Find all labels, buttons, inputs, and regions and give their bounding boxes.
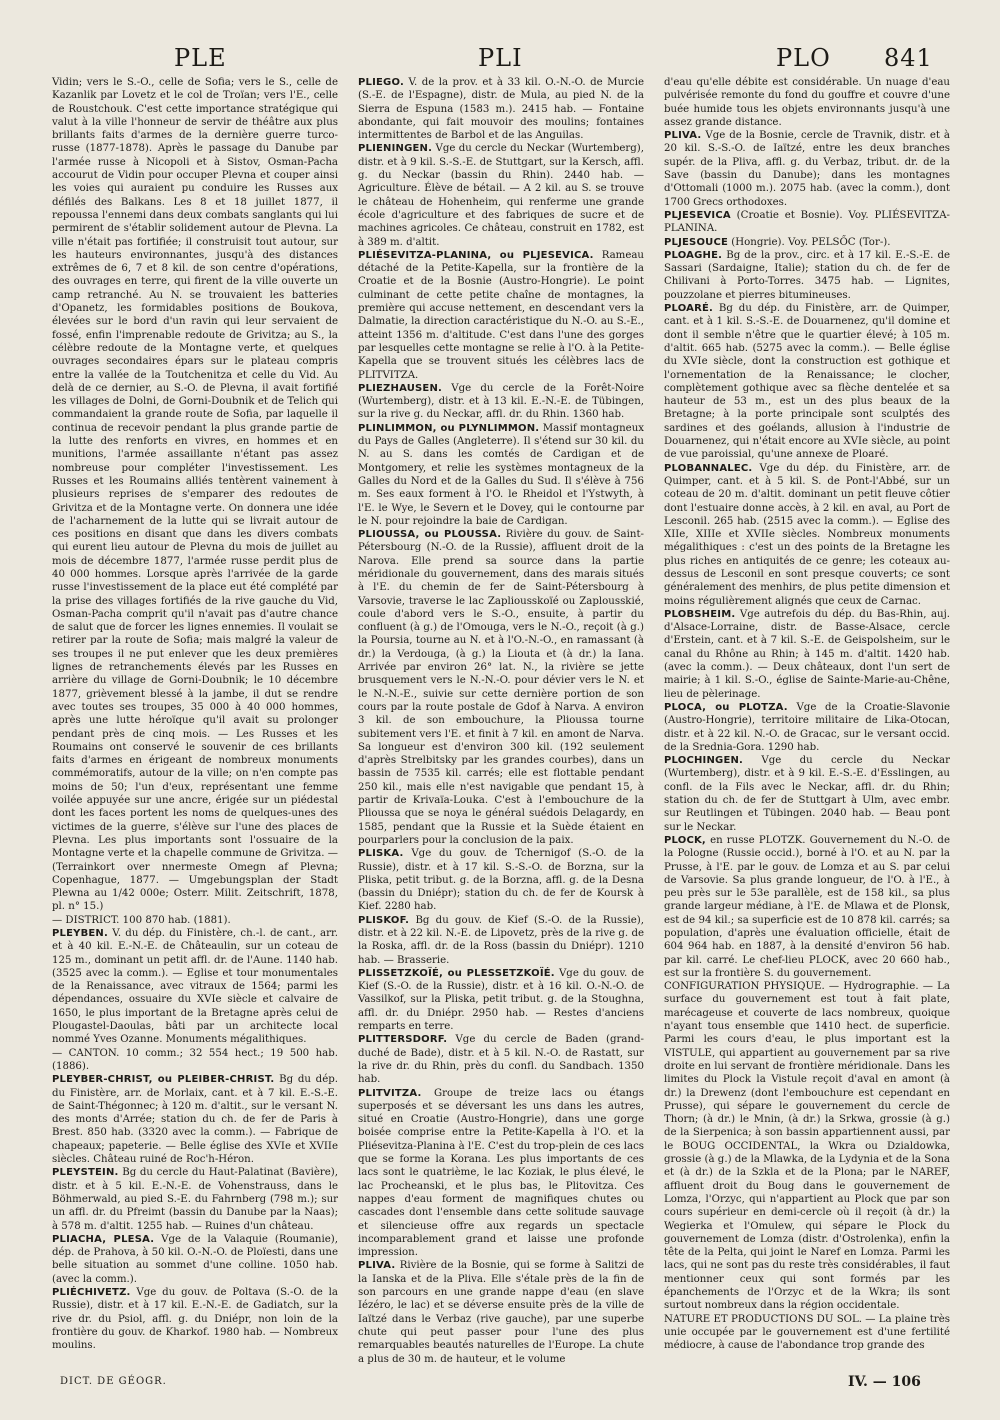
dictionary-entry (664, 129, 950, 209)
header-right-word: PLO (776, 44, 831, 72)
column-middle (358, 76, 645, 1365)
entry-text: Bg du dép. du Finistère, arr. de Quimper, cant. et à 1 kil. S.-S.-E. de Douarnenez, qu'il domine et dont il semble n'être que le quartier élevé; à 105 m. d'altit. 665 hab. (5275 avec la comm.). — Belle église du XVIe siècle, dont la construction est gothique et l'ornementation de la Renaissance; le clocher, complètement gothique avec sa flèche dentelée et sa hauteur de 53 m., est un des plus beaux de la Bretagne; à la porte principale sont sculptés des sardines et des goélands, allusion à l'industrie de Douarnenez, qui n'était encore au XVIe siècle, au point de vue paroissial, qu'une annexe de Ploaré. (664, 303, 950, 461)
entry-text: Bg du cercle du Haut-Palatinat (Bavière), distr. et à 5 kil. E.-N.-E. de Vohenstrauss, dans le Böhmerwald, au pied S.-E. du Fahrnberg (798 m.); sur un affl. dr. du Pfreimt (bassin du Danube par la Naas); à 578 m. d'altit. 1255 hab. — Ruines d'un château. (52, 1167, 338, 1232)
entry-text: V. de la prov. et à 33 kil. O.-N.-O. de Murcie (S.-E. de l'Espagne), distr. de Mula, au pied N. de la Sierra de Espuna (1583 m.). 2415 hab. — Fontaine abondante, qui fait mouvoir des moulins; fontaines intermittentes de Barbol et de las Anguilas. (358, 77, 645, 142)
entry-headword: PLITVITZA. (358, 1087, 422, 1099)
entry-text: Vge du dép. du Finistère, arr. de Quimper, cant. et à 5 kil. S. de Pont-l'Abbé, sur un coteau de 20 m. d'altit. dominant un petit fleuve côtier dont l'estuaire donne accès, à 2 kil. en aval, au Port de Lesconil. 265 hab. (2515 avec la comm.). — Eglise des XIIe, XIIIe et XVIIe siècles. Nombreux monuments mégalithiques : c'est un des points de la Bretagne les plus riches en antiquités de ce genre; les coteaux au-dessus de Lesconil en sont presque couverts; ce sont généralement des menhirs, de plus petite dimension et moins régulièrement alignés que ceux de Carnac. (664, 462, 950, 607)
entry-headword: PLISSETZKOÏÉ, ou PLESSETZKOÏÉ. (358, 967, 555, 979)
dictionary-entry (358, 1259, 644, 1365)
entry-text: — CANTON. 10 comm.; 32 554 hect.; 19 500 hab. (1886). (52, 1047, 338, 1072)
entry-headword: PLEYBEN. (52, 928, 108, 939)
entry-text: Groupe de treize lacs ou étangs superposés et se déversant les uns dans les autres, situé en Croatie (Austro-Hongrie), dans une gorge boisée comprise entre la Petite-Kapella à l'O. et la Pliésevitza-Planina à l'E. C'est du trop-plein de ces lacs que se forme la Korana. Les plus importants de ces lacs sont le quatrième, le lac Koziak, le plus élevé, le lac Procheanski, et le plus bas, le Plitovitza. Ces nappes d'eau forment de magnifiques chutes ou cascades dont l'ensemble dans cette solitude sauvage et silencieuse offre aux regards un spectacle incomparablement grand et laisse une profonde impression. (358, 1087, 644, 1259)
entry-text: Bg du gouv. de Kief (S.-O. de la Russie), distr. et à 22 kil. N.-E. de Lipovetz, près de la rive g. de la Roska, affl. dr. de la Ross (bassin du Dniépr). 1210 hab. — Brasserie. (358, 914, 644, 966)
entry-text: Vge du cercle de la Forêt-Noire (Wurtemberg), distr. et à 13 kil. E.-N.-E. de Tübingen, sur la rive g. du Neckar, affl. dr. du Rhin. 1360 hab. (358, 382, 644, 421)
dictionary-entry (358, 1033, 644, 1086)
entry-text: Vge de la Valaquie (Roumanie), dép. de Prahova, à 50 kil. O.-N.-O. de Ploïesti, dans une belle situation au sommet d'une colline. 1050 hab. (avec la comm.). (52, 1233, 338, 1285)
entry-text: Vge du cercle du Neckar (Wurtemberg), distr. et à 9 kil. E.-S.-E. d'Esslingen, au confl. de la Fils avec le Neckar, affl. dr. du Rhin; station du ch. de fer de Stuttgart à Ulm, avec embr. sur Reutlingen et Tübingen. 2040 hab. — Beau pont sur le Neckar. (664, 755, 951, 833)
dictionary-entry (664, 249, 950, 302)
entry-headword: PLIÉSEVITZA-PLANINA, ou PLJESEVICA. (358, 249, 594, 261)
dictionary-entry (358, 914, 644, 967)
entry-text: Massif montagneux du Pays de Galles (Angleterre). Il s'étend sur 30 kil. du N. au S. dans les comtés de Cardigan et de Montgomery, et relie les systèmes montagneux de la Galles du Nord et de la Galles du Sud. Il s'élève à 756 m. Ses eaux forment à l'O. le Rheidol et l'Ystwyth, à l'E. le Wye, le Severn et le Dovey, qui le contourne par le N. pour rejoindre la baie de Cardigan. (358, 422, 645, 527)
entry-headword: PLOCA, ou PLOTZA. (664, 701, 788, 713)
entry-text: Bg de la prov., circ. et à 17 kil. E.-S.-E. de Sassari (Sardaigne, Italie); station du ch. de fer de Chilivani à Porto-Torres. 3475 hab. — Lignites, pouzzolane et pierres bitumineuses. (664, 249, 950, 301)
dictionary-entry (358, 76, 644, 142)
entry-text: Bg du dép. du Finistère, arr. de Morlaix, cant. et à 7 kil. E.-S.-E. de Saint-Thégonnec; à 120 m. d'altit., sur le versant N. des monts d'Arrée; station du ch. de fer de Paris à Brest. 850 hab. (3320 avec la comm.). — Fabrique de chapeaux; papeterie. — Belle église des XVIe et XVIIe siècles. Château ruiné de Roc'h-Héron. (52, 1074, 338, 1166)
dictionary-entry (358, 142, 644, 248)
dictionary-entry (664, 834, 950, 980)
dictionary-entry (358, 249, 644, 382)
dictionary-entry (664, 701, 950, 754)
entry-text: CONFIGURATION PHYSIQUE. — Hydrographie. — La surface du gouvernement est tout à fait plate, marécageuse et couverte de lacs nombreux, quoique n'ayant tous ensemble que 1410 hect. de superficie. Parmi les cours d'eau, le plus important est la VISTULE, qui appartient au gouvernement par sa rive droite en lui servant de frontière méridionale. Dans les limites du Plock la Vistule reçoit d'aval en amont (à dr.) la Drewenz (dont l'embouchure est cependant en Prusse), qui sépare le gouvernement du cercle de Thorn; (à dr.) le Mnin, (à dr.) la Srkwa, grossie (à g.) de la Sierpenica; à son bassin appartiennent aussi, par le BOUG OCCIDENTAL, la Wkra ou Dzialdowka, grossie (à g.) de la Mlawka, de la Lydynia et de la Sona et (à dr.) de la Szkla et de la Plona; par le NAREF, affluent droit du Boug dans le gouvernement de Lomza, l'Orzyc, qui n'appartient au Plock que par son cours supérieur en demi-cercle où il reçoit (à dr.) la Wegierka et l'Omulew, qui sépare le Plock du gouvernement de Lomza (distr. d'Ostrolenka), enfin la tête de la Pelta, qui joint le Naref en Lomza. Parmi les lacs, qui ne sont pas du reste très considérables, il faut mentionner ceux qui sont formés par les épanchements de l'Orzyc et de la Wkra; ils sont surtout nombreux dans la région occidentale. (664, 981, 950, 1312)
entry-text: Vge de la Croatie-Slavonie (Austro-Hongrie), territoire militaire de Lika-Otocan, distr. et à 22 kil. N.-O. de Gracac, sur le versant occid. de la Srednia-Gora. 1290 hab. (664, 701, 950, 753)
entry-text: en russe PLOTZK. Gouvernement du N.-O. de la Pologne (Russie occid.), borné à l'O. et au N. par la Prusse, à l'E. par le gouv. de Lomza et au S. par celui de Varsovie. Sa plus grande longueur, de l'O. à l'E., à peu près sur le 53e parallèle, est de 158 kil., sa plus grande largeur médiane, à l'E. de Mlawa et de Plonsk, est de 94 kil.; sa superficie est de 10 878 kil. carrés; sa population, d'après une évaluation officielle, était de 604 964 hab. en 1887, à la densité d'environ 56 hab. par kil. carré. Le chef-lieu PLOCK, avec 20 660 hab., est sur la frontière S. du gouvernement. (664, 834, 950, 979)
entry-headword: PLEYSTEIN. (52, 1167, 119, 1179)
entry-text: (Hongrie). Voy. PELSŐC (Tor-). (731, 236, 891, 248)
entry-headword: PLJESEVICA (664, 209, 731, 221)
column-right (664, 76, 950, 1352)
entry-text: Rivière de la Bosnie, qui se forme à Salitzi de la Ianska et de la Pliva. Elle s'étale près de la fin de son parcours en une grande nappe d'eau (en slave Iézéro, le lac) et se déverse ensuite près de la ville de Iaïtzé dans le Verbaz (rive gauche), par une superbe chute qui peut passer pour l'une des plus remarquables beautés naturelles de l'Europe. La chute a plus de 30 m. de hauteur, et le volume (358, 1260, 644, 1365)
entry-headword: PLIVA. (358, 1260, 396, 1272)
dictionary-entry (358, 847, 644, 913)
entry-text: d'eau qu'elle débite est considérable. Un nuage d'eau pulvérisée remonte du fond du gouffre et couvre d'une buée humide tous les objets environnants jusqu'à une assez grande distance. (664, 77, 950, 128)
entry-text: — DISTRICT. 100 870 hab. (1881). (52, 914, 231, 926)
dictionary-entry (52, 1233, 338, 1286)
dictionary-entry (358, 382, 644, 422)
entry-text: NATURE ET PRODUCTIONS DU SOL. — La plaine très unie occupée par le gouvernement est d'une fertilité médiocre, à cause de l'abondance trop grande des (664, 1313, 950, 1352)
dictionary-entry (664, 754, 950, 834)
text-columns (52, 76, 951, 1365)
dictionary-entry (664, 608, 950, 701)
dictionary-entry (664, 76, 950, 129)
page-number: 841 (884, 44, 933, 72)
entry-headword: PLOBANNALEC. (664, 462, 753, 474)
entry-headword: PLIEGO. (358, 77, 404, 88)
entry-headword: PLIÉCHIVETZ. (52, 1287, 131, 1299)
dictionary-entry (52, 1047, 338, 1074)
dictionary-entry (358, 1087, 644, 1260)
dictionary-entry (52, 76, 338, 914)
dictionary-entry (664, 302, 950, 462)
dictionary-entry (358, 422, 644, 528)
entry-headword: PLIOUSSA, ou PLOUSSA. (358, 529, 502, 541)
entry-text: Rameau détaché de la Petite-Kapella, sur la frontière de la Croatie et de la Bosnie (Austro-Hongrie). Le point culminant de cette petite chaîne de montagnes, la première qui accuse nettement, en descendant vers la Dalmatie, la direction caractéristique du N.-O. au S.-E., atteint 1356 m. d'altitude. C'est dans l'une des gorges par lesquelles cette montagne se relie à l'O. à la Petite-Kapella que se trouvent situés les célèbres lacs de PLITVITZA. (358, 249, 644, 381)
header-left-word: PLE (174, 44, 227, 72)
footer-signature: DICT. DE GÉOGR. (60, 1376, 167, 1387)
entry-text: Rivière du gouv. de Saint-Pétersbourg (N.-O. de la Russie), affluent droit de la Narova. Elle prend sa source dans la partie méridionale du gouvernement, dans des marais situés à l'E. du chemin de fer de Saint-Pétersbourg à Varsovie, traverse le lac Zapliousskoïé ou Zaplousskié, coule d'abord vers le S.-O., ensuite, à partir du confluent (à g.) de l'Omouga, vers le N.-O., reçoit (à g.) la Poursia, tourne au N. et à l'O.-N.-O., en ramassant (à dr.) la Verdouga, (à g.) la Liouta et (à dr.) la Iana. Arrivée par environ 26° lat. N., la rivière se jette brusquement vers le N.-N.-O. pour dévier vers le N. et le N.-N.-E., suivie sur cette dernière portion de son cours par la route postale de Gdof à Narva. A environ 3 kil. de son embouchure, la Plioussa tourne subitement vers l'E. et finit à 7 kil. en amont de Narva. Sa longueur est d'environ 300 kil. (192 seulement d'après Strelbitsky par les grandes courbes), dans un bassin de 7535 kil. carrés; elle est flottable pendant 250 kil., mais elle n'est navigable que pendant 15, à partir de Krivaïa-Louka. C'est à l'embouchure de la Plioussa que se noya le général suédois Delagardy, en 1585, pendant que la Russie et la Suède étaient en pourparlers pour la conclusion de la paix. (358, 529, 644, 846)
dictionary-entry (664, 980, 950, 1312)
header-middle-word: PLI (478, 44, 523, 72)
entry-headword: PLIENINGEN. (358, 143, 433, 155)
entry-headword: PLIEZHAUSEN. (358, 382, 443, 394)
dictionary-entry (358, 528, 644, 847)
dictionary-entry (664, 1313, 950, 1353)
dictionary-entry (52, 914, 338, 927)
entry-text: Vge du gouv. de Tchernigof (S.-O. de la Russie), distr. et à 17 kil. S.-S.-O. de Borzna, sur la Pliska, petit tribut. g. de la Borzna, affl. g. de la Desna (bassin du Dniépr); station du ch. de fer de Koursk à Kief. 2280 hab. (358, 848, 644, 913)
entry-headword: PLISKA. (358, 848, 404, 860)
entry-text: Vge du cercle du Neckar (Wurtemberg), distr. et à 9 kil. S.-S.-E. de Stuttgart, sur la Kersch, affl. g. du Neckar (bassin du Rhin). 2440 hab. — Agriculture. Élève de bétail. — A 2 kil. au S. se trouve le château de Hohenheim, qui renferme une grande école d'agriculture et des fabriques de sucre et de machines agricoles. Ce château, construit en 1782, est à 389 m. d'altit. (358, 143, 644, 248)
entry-text: Vge autrefois du dép. du Bas-Rhin, auj. d'Alsace-Lorraine, distr. de Basse-Alsace, cercle d'Erstein, cant. et à 7 kil. S.-E. de Geispolsheim, sur le canal du Rhône au Rhin; à 145 m. d'altit. 1420 hab. (avec la comm.). — Deux châteaux, dont l'un sert de mairie; à 1 kil. S.-O., église de Sainte-Marie-au-Chêne, lieu de pèlerinage. (664, 608, 950, 700)
entry-text: (Croatie et Bosnie). Voy. PLIÉSEVITZA-PLANINA. (664, 209, 950, 235)
dictionary-entry (664, 462, 950, 608)
entry-text: Vge du gouv. de Poltava (S.-O. de la Russie), distr. et à 17 kil. E.-N.-E. de Gadiatch, sur la rive dr. du Psiol, affl. g. du Dniépr, non loin de la frontière du gouv. de Kharkof. 1980 hab. — Nombreux moulins. (52, 1287, 338, 1352)
entry-text: Vidin; vers le S.-O., celle de Sofia; vers le S., celle de Kazanlik par Lovetz et le col de Troïan; vers l'E., celle de Roustchouk. C'est cette importance stratégique qui valut à la ville l'honneur de servir de théâtre aux plus brillants faits d'armes de la dernière guerre turco-russe (1877-1878). Après le passage du Danube par l'armée russe à Nicopoli et à Sistov, Osman-Pacha accourut de Vidin pour occuper Plevna et couper ainsi les voies qui auraient pu conduire les Russes aux défilés des Balkans. Les 8 et 18 juillet 1877, il repoussa l'ennemi dans deux combats sanglants qui lui permirent de s'établir solidement autour de Plevna. La ville n'était pas fortifiée; il construisit tout autour, sur les hauteurs environnantes, jusqu'à des distances extrêmes de 6, 7 et 8 kil. de son centre d'opérations, des ouvrages en terre, qui firent de la ville ouverte un camp retranché. Au N. se trouvaient les batteries d'Opanetz, les formidables positions de Boukova, élevées sur le bord d'un ravin qui leur servaient de fossé, enfin l'imprenable redoute de Grivitza; au S., la célèbre redoute de la Montagne verte, et quelques ouvrages secondaires épars sur le plateau compris entre la vallée de la Toutchenitza et celle du Vid. Au delà de ce dernier, au S.-O. de Plevna, il avait fortifié les villages de Dolni, de Gorni-Doubnik et de Telich qui commandaient la grande route de Sofia, par laquelle il continua de recevoir pendant la plus grande partie de la lutte des renforts en vivres, en hommes et en munitions, l'armée assaillante n'étant pas assez nombreuse pour compléter l'investissement. Les Russes et les Roumains alliés tentèrent vainement à plusieurs reprises de s'emparer des redoutes de Grivitza et de la Montagne verte. On donnera une idée de l'acharnement de la lutte qui se livrait autour de ces positions en disant que dans les divers combats qui eurent lieu autour de Plevna du mois de juillet au mois de décembre 1877, l'armée russe perdit plus de 40 000 hommes. Lorsque après l'arrivée de la garde russe l'investissement de la place eut été complété par la prise des villages fortifiés de la rive gauche du Vid, Osman-Pacha comprit qu'il n'avait pas d'autre chance de salut que de forcer les lignes ennemies. Il voulait se retirer par la route de Sofia; mais malgré la valeur de ses troupes il ne put enlever que les deux premières lignes de retranchements élevés par les Russes en arrière du village de Gorni-Doubnik; le 10 décembre 1877, grièvement blessé à la jambe, il dut se rendre avec toutes ses troupes, 35 000 à 40 000 hommes, après une lutte héroïque qu'il avait su prolonger pendant près de cinq mois. — Les Russes et les Roumains ont conservé le souvenir de ces brillants faits d'armes en érigeant de nombreux monuments commémoratifs, autour de la ville; on n'en compte pas moins de 50; l'un d'eux, représentant une femme voilée appuyée sur une ancre, érigée sur un piédestal dont les faces portent les noms de quelques-unes des victimes de la guerre, s'élève sur l'une des places de Plevna. Les plus importants sont l'ossuaire de la Montagne verte et la chapelle commune de Grivitza. — (Terrainkort over nnermeste Omegn af Plevna; Copenhague, 1877. — Umgebungsplan der Stadt Plewna au 1/42 000e; Osterr. Milit. Zeitschrift, 1878, pl. n° 15.) (52, 77, 338, 913)
entry-headword: PLINLIMMON, ou PLYNLIMMON. (358, 422, 540, 434)
entry-headword: PLOBSHEIM. (664, 608, 736, 620)
page-footer (0, 1376, 1000, 1400)
entry-text: V. du dép. du Finistère, ch.-l. de cant., arr. et à 40 kil. E.-N.-E. de Châteaulin, sur un coteau de 125 m., dominant un petit affl. dr. de l'Aune. 1140 hab. (3525 avec la comm.). — Eglise et tour monumentales de la Renaissance, avec vitraux de 1564; parmi les dépendances, ossuaire du XVIe siècle et calvaire de 1650, le plus important de la Bretagne après celui de Plougastel-Daoulas, bâti par un architecte local nommé Yves Ozanne. Monuments mégalithiques. (52, 928, 338, 1046)
dictionary-entry (664, 236, 950, 249)
dictionary-entry (52, 1286, 338, 1352)
entry-headword: PLISKOF. (358, 914, 410, 926)
dictionary-entry (664, 209, 950, 236)
entry-text: Vge du gouv. de Kief (S.-O. de la Russie), distr. et à 16 kil. O.-N.-O. de Vassilkof, sur la Pliska, petit tribut. g. de la Stoughna, affl. dr. du Dniépr. 2950 hab. — Restes d'anciens remparts en terre. (358, 967, 644, 1033)
entry-headword: PLOARÉ. (664, 303, 714, 315)
entry-headword: PLIVA. (664, 130, 702, 142)
entry-headword: PLIACHA, PLESA. (52, 1233, 155, 1245)
dictionary-entry (52, 1166, 338, 1232)
dictionary-entry (358, 967, 644, 1033)
entry-headword: PLITTERSDORF. (358, 1034, 448, 1046)
entry-text: Vge du cercle de Baden (grand-duché de Bade), distr. et à 5 kil. N.-O. de Rastatt, sur la rive dr. du Rhin, près du confl. du Sandbach. 1350 hab. (358, 1034, 644, 1086)
dictionary-entry (52, 1073, 338, 1166)
entry-headword: PLJESOUCE (664, 236, 729, 248)
footer-sheet-number: IV. — 106 (848, 1374, 921, 1390)
dictionary-entry (52, 927, 338, 1047)
entry-headword: PLOCK, (664, 834, 706, 846)
entry-text: Vge de la Bosnie, cercle de Travnik, distr. et à 20 kil. S.-S.-O. de Iaïtzé, entre les deux branches supér. de la Pliva, affl. g. du Verbaz, tribut. dr. de la Save (bassin du Danube); dans les montagnes d'Ottomali (1000 m.). 2075 hab. (avec la comm.), dont 1700 Grecs orthodoxes. (664, 130, 950, 208)
entry-headword: PLOAGHE. (664, 249, 723, 261)
entry-headword: PLOCHINGEN. (664, 755, 744, 767)
entry-headword: PLEYBER-CHRIST, ou PLEIBER-CHRIST. (52, 1074, 275, 1086)
column-left (52, 76, 338, 1352)
